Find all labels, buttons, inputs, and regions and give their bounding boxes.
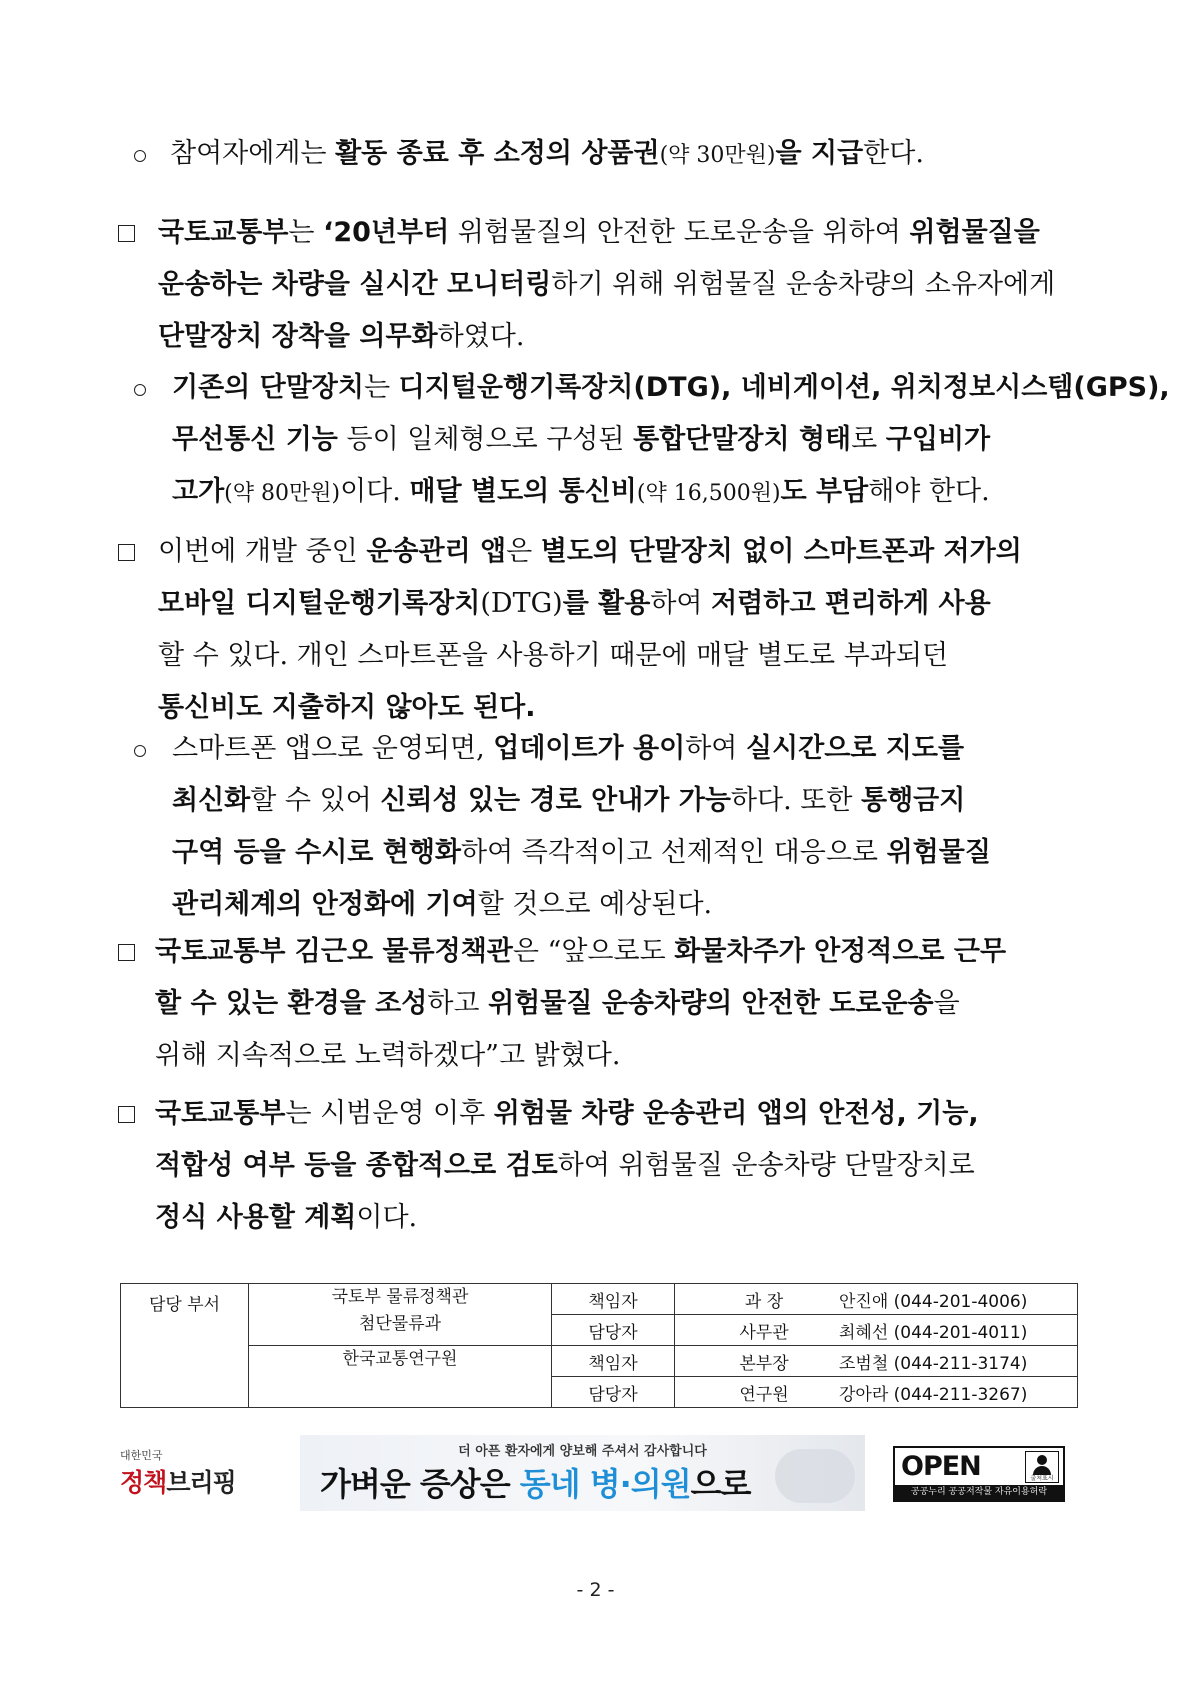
campaign-banner (300, 1435, 865, 1511)
line: 기존의 단말장치는 디지털운행기록장치(DTG), 네비게이션, 위치정보시스템(GPS), (172, 372, 1170, 403)
line: 모바일 디지털운행기록장치(DTG)를 활용하여 저렴하고 편리하게 사용 (158, 588, 991, 619)
circle-bullet (134, 745, 146, 757)
paragraph-1 (170, 128, 924, 182)
line: 할 수 있는 환경을 조성하고 위험물질 운송차량의 안전한 도로운송을 (155, 988, 960, 1019)
license-caption: 공공누리 공공저작물 자유이용허락 (895, 1485, 1063, 1500)
table-row (121, 1346, 1078, 1377)
person-cell: 사무관 최혜선 (044-201-4011) (675, 1315, 1078, 1346)
department-name: 첨단물류과 (358, 1314, 442, 1334)
open-license-badge (893, 1446, 1065, 1502)
line: 구역 등을 수시로 현행화하여 즉각적이고 선제적인 대응으로 위험물질 (172, 837, 991, 868)
department-cell (249, 1284, 552, 1346)
circle-bullet (134, 384, 146, 396)
department-name: 국토부 물류정책관 (331, 1287, 469, 1307)
circle-bullet (134, 150, 146, 162)
line: 위해 지속적으로 노력하겠다”고 밝혔다. (155, 1040, 621, 1071)
paragraph-6 (155, 926, 1006, 1082)
line: 정식 사용할 계획이다. (155, 1202, 418, 1233)
square-bullet (118, 225, 135, 242)
role-cell: 책임자 (552, 1346, 675, 1377)
line: 국토교통부는 시범운영 이후 위험물 차량 운송관리 앱의 안전성, 기능, (155, 1098, 979, 1129)
line: 무선통신 기능 등이 일체형으로 구성된 통합단말장치 형태로 구입비가 (172, 424, 991, 455)
line: 참여자에게는 활동 종료 후 소정의 상품권(약 30만원)을 지급한다. (170, 138, 924, 169)
line: 운송하는 차량을 실시간 모니터링하기 위해 위험물질 운송차량의 소유자에게 (158, 269, 1056, 300)
line: 단말장치 장착을 의무화하였다. (158, 321, 525, 352)
department-cell (249, 1346, 552, 1408)
square-bullet (118, 1106, 135, 1123)
line: 통신비도 지출하지 않아도 된다. (158, 692, 536, 723)
paragraph-2 (158, 207, 1055, 363)
person-cell: 연구원 강아라 (044-211-3267) (675, 1377, 1078, 1408)
line: 할 수 있다. 개인 스마트폰을 사용하기 때문에 매달 별도로 부과되던 (158, 640, 949, 671)
policy-briefing-logo (120, 1447, 250, 1499)
line: 국토교통부 김근오 물류정책관은 “앞으로도 화물차주가 안정적으로 근무 (155, 936, 1007, 967)
contact-label: 담당 부서 (121, 1284, 249, 1408)
line: 관리체계의 안정화에 기여할 것으로 예상된다. (172, 889, 713, 920)
line: 고가(약 80만원)이다. 매달 별도의 통신비(약 16,500원)도 부담해야 한다. (172, 476, 990, 507)
line: 최신화할 수 있어 신뢰성 있는 경로 안내가 가능하다. 또한 통행금지 (172, 785, 966, 816)
open-text: OPEN (901, 1451, 981, 1482)
table-row (121, 1284, 1078, 1315)
role-cell: 담당자 (552, 1377, 675, 1408)
line: 국토교통부는 ‘20년부터 위험물질의 안전한 도로운송을 위하여 위험물질을 (158, 217, 1040, 248)
person-cell: 본부장 조범철 (044-211-3174) (675, 1346, 1078, 1377)
page-number: - 2 - (576, 1579, 615, 1601)
line: 이번에 개발 중인 운송관리 앱은 별도의 단말장치 없이 스마트폰과 저가의 (158, 536, 1022, 567)
paragraph-7 (155, 1088, 979, 1244)
line: 적합성 여부 등을 종합적으로 검토하여 위험물질 운송차량 단말장치로 (155, 1150, 975, 1181)
paragraph-3 (172, 362, 1170, 520)
line: 스마트폰 앱으로 운영되면, 업데이트가 용이하여 실시간으로 지도를 (172, 733, 965, 764)
paragraph-5 (172, 723, 991, 931)
department-name: 한국교통연구원 (342, 1349, 458, 1369)
person-cell: 과 장 안진애 (044-201-4006) (675, 1284, 1078, 1315)
attribution-icon: 출처표시 (1025, 1451, 1059, 1483)
logo-main-text: 정책브리핑 (120, 1468, 236, 1497)
banner-subtitle: 더 아픈 환자에게 양보해 주셔서 감사합니다 (458, 1444, 707, 1459)
role-cell: 책임자 (552, 1284, 675, 1315)
square-bullet (118, 944, 135, 961)
logo-top-text: 대한민국 (120, 1449, 163, 1462)
contact-table (120, 1283, 1078, 1408)
banner-title: 가벼운 증상은 동네 병·의원으로 (320, 1465, 751, 1503)
square-bullet (118, 544, 135, 561)
paragraph-4 (158, 526, 1022, 734)
role-cell: 담당자 (552, 1315, 675, 1346)
